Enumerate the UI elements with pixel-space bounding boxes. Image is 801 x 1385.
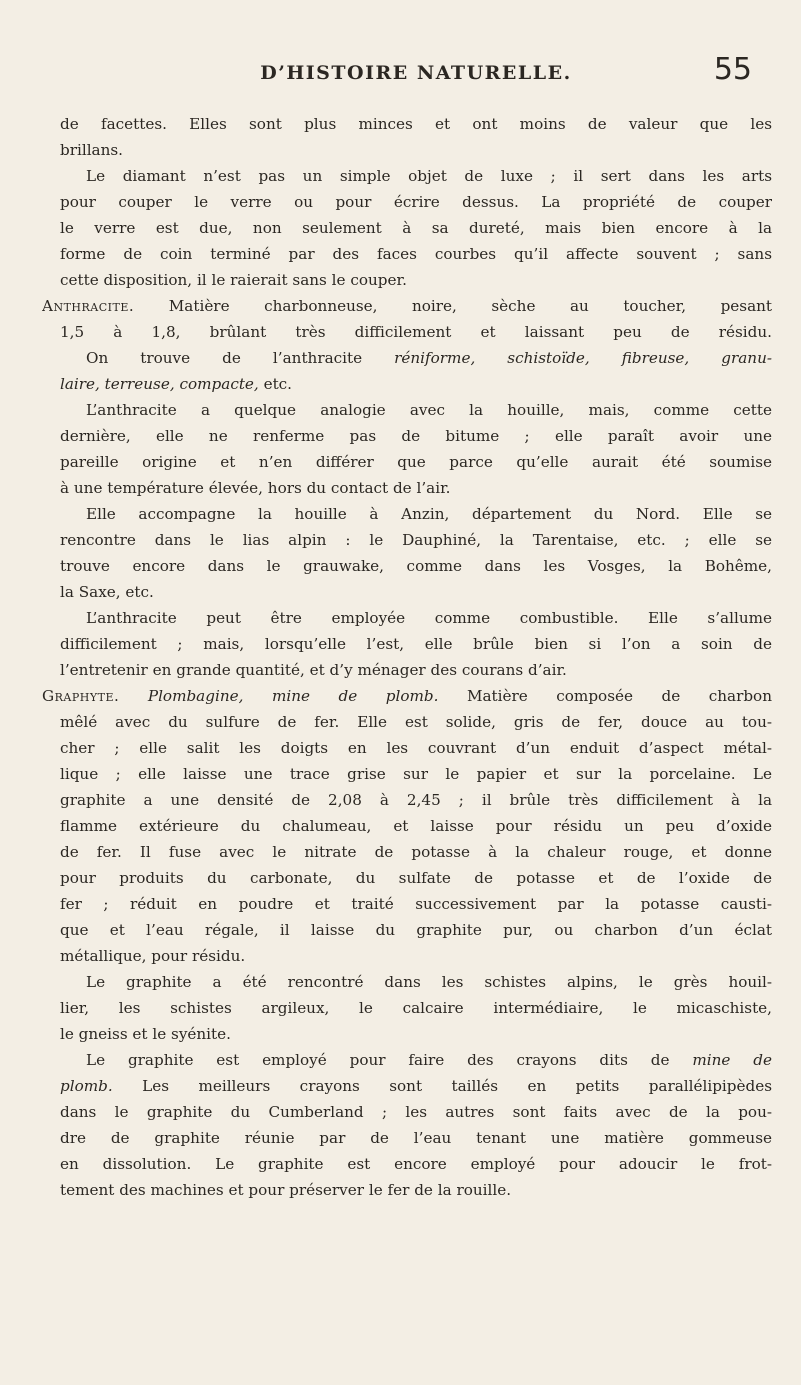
italic-run: Plombagine, mine de plomb.: [147, 687, 439, 705]
text-line: Le diamant n’est pas un simple objet de luxe ; il sert dans les arts: [86, 167, 772, 185]
text-line: pareille origine et n’en différer que parce qu’elle aurait été soumise: [60, 453, 772, 471]
text-line: graphite a une densité de 2,08 à 2,45 ; il brûle très difficilement à la: [60, 791, 772, 809]
text-line: dans le graphite du Cumberland ; les autres sont faits avec de la pou-: [60, 1103, 772, 1121]
text-line: L’anthracite a quelque analogie avec la houille, mais, comme cette: [86, 401, 772, 419]
text-line: [42, 683, 772, 709]
text-line: trouve encore dans le grauwake, comme dans les Vosges, la Bohême,: [60, 557, 772, 575]
text-run: Matière charbonneuse, noire, sèche au toucher, pesant: [168, 297, 772, 315]
entry-heading-anthracite: Anthracite.: [42, 297, 135, 315]
text-line: tement des machines et pour préserver le fer de la rouille.: [60, 1181, 512, 1199]
text-line: que et l’eau régale, il laisse du graphite pur, ou charbon d’un éclat: [60, 921, 772, 939]
text-line: métallique, pour résidu.: [60, 947, 246, 965]
text-run: Matière composée de charbon: [466, 687, 772, 705]
text-line: mêlé avec du sulfure de fer. Elle est solide, gris de fer, douce au tou-: [60, 713, 772, 731]
page-header: [0, 52, 801, 92]
text-line: L’anthracite peut être employée comme combustible. Elle s’allume: [86, 609, 772, 627]
text-line: de facettes. Elles sont plus minces et ont moins de valeur que les: [60, 115, 772, 133]
text-line: en dissolution. Le graphite est encore employé pour adoucir le frot-: [60, 1155, 772, 1173]
text-line: [60, 1073, 772, 1099]
text-line: [60, 1047, 772, 1073]
text-line: fer ; réduit en poudre et traité successivement par la potasse causti-: [60, 895, 772, 913]
text-line: flamme extérieure du chalumeau, et laisse pour résidu un peu d’oxide: [60, 817, 772, 835]
text-line: pour produits du carbonate, du sulfate de potasse et de l’oxide de: [60, 869, 772, 887]
text-line: cette disposition, il le raierait sans le couper.: [60, 271, 407, 289]
text-run: Le graphite est employé pour faire des crayons dits de: [86, 1051, 670, 1069]
body-text: [42, 111, 772, 1203]
text-line: à une température élevée, hors du contact de l’air.: [60, 479, 451, 497]
italic-run: plomb.: [60, 1077, 113, 1095]
italic-run: laire, terreuse, compacte,: [60, 375, 259, 393]
text-line: 1,5 à 1,8, brûlant très difficilement et laissant peu de résidu.: [60, 323, 772, 341]
italic-run: mine de: [692, 1051, 772, 1069]
text-line: l’entretenir en grande quantité, et d’y ménager des courans d’air.: [60, 661, 567, 679]
text-line: forme de coin terminé par des faces courbes qu’il affecte souvent ; sans: [60, 245, 772, 263]
page-number: 55: [713, 52, 752, 87]
text-line: pour couper le verre ou pour écrire dessus. La propriété de couper: [60, 193, 772, 211]
text-line: [42, 293, 772, 319]
text-run: Les meilleurs crayons sont taillés en petits parallélipipèdes: [142, 1077, 772, 1095]
text-line: [60, 345, 772, 371]
text-line: cher ; elle salit les doigts en les couvrant d’un enduit d’aspect métal-: [60, 739, 772, 757]
text-line: le verre est due, non seulement à sa dureté, mais bien encore à la: [60, 219, 772, 237]
text-line: la Saxe, etc.: [60, 583, 154, 601]
entry-heading-graphite: Graphyte.: [42, 687, 120, 705]
text-line: brillans.: [60, 141, 124, 159]
text-line: difficilement ; mais, lorsqu’elle l’est, elle brûle bien si l’on a soin de: [60, 635, 772, 653]
text-line: dernière, elle ne renferme pas de bitume ; elle paraît avoir une: [60, 427, 772, 445]
italic-run: réniforme, schistoïde, fibreuse, granu-: [394, 349, 772, 367]
text-line: [60, 371, 772, 397]
running-title: D’HISTOIRE NATURELLE.: [260, 62, 572, 84]
text-line: de fer. Il fuse avec le nitrate de potasse à la chaleur rouge, et donne: [60, 843, 772, 861]
text-line: lier, les schistes argileux, le calcaire intermédiaire, le micaschiste,: [60, 999, 772, 1017]
text-line: Elle accompagne la houille à Anzin, département du Nord. Elle se: [86, 505, 772, 523]
text-line: lique ; elle laisse une trace grise sur le papier et sur la porcelaine. Le: [60, 765, 772, 783]
text-run: etc.: [263, 375, 293, 393]
text-line: le gneiss et le syénite.: [60, 1025, 231, 1043]
text-run: On trouve de l’anthracite: [86, 349, 363, 367]
text-line: rencontre dans le lias alpin : le Dauphiné, la Tarentaise, etc. ; elle se: [60, 531, 772, 549]
text-line: Le graphite a été rencontré dans les schistes alpins, le grès houil-: [86, 973, 772, 991]
text-line: dre de graphite réunie par de l’eau tenant une matière gommeuse: [60, 1129, 772, 1147]
